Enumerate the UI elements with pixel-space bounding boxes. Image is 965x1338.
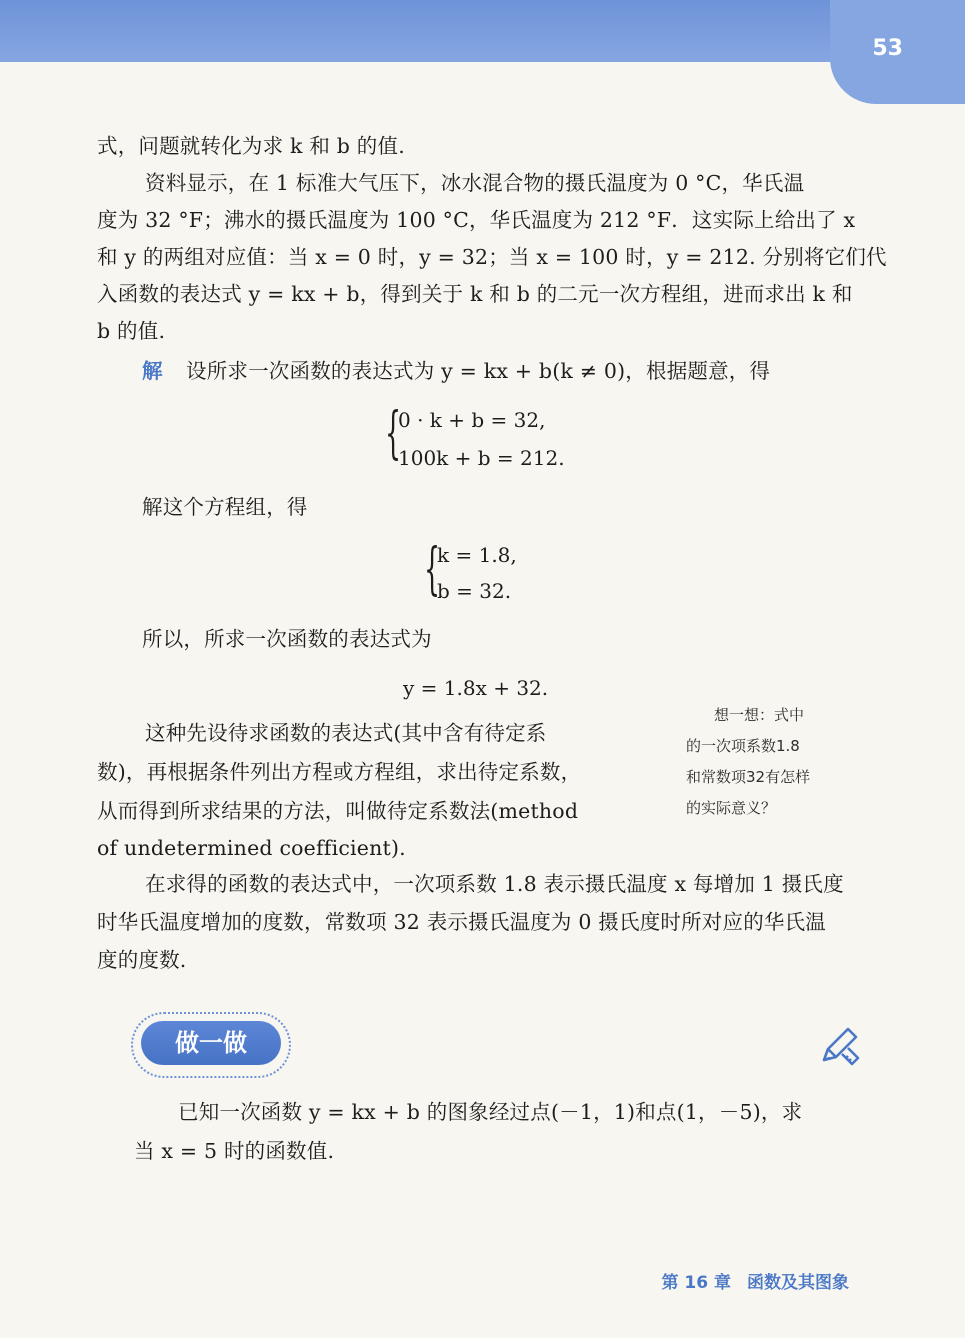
note-line: 的实际意义？ xyxy=(686,799,777,817)
method-line: 这种先设待求函数的表达式(其中含有待定系 xyxy=(145,721,547,745)
sidebar-note xyxy=(686,700,836,824)
solution-label: 解 xyxy=(142,359,163,383)
equation-line: b = 32. xyxy=(437,579,512,603)
left-brace: { xyxy=(424,537,441,602)
activity-line: 已知一次函数 y = kx + b 的图象经过点(－1，1)和点(1，－5)，求 xyxy=(178,1100,803,1124)
equation-line: 100k + b = 212. xyxy=(398,446,565,470)
note-line: 的一次项系数1.8 xyxy=(686,737,800,755)
method-line: 从而得到所求结果的方法，叫做待定系数法(method xyxy=(97,799,579,823)
activity-line: 当 x = 5 时的函数值. xyxy=(134,1139,335,1163)
footer-chapter-title xyxy=(662,1268,850,1293)
solution-intro: 设所求一次函数的表达式为 y = kx + b(k ≠ 0)，根据题意，得 xyxy=(186,359,771,383)
explain-line: 时华氏温度增加的度数，常数项 32 表示摄氏温度为 0 摄氏度时所对应的华氏温 xyxy=(97,910,826,934)
equation-line: 0 · k + b = 32, xyxy=(398,408,546,432)
paragraph-line: b 的值. xyxy=(97,319,166,343)
header-band xyxy=(0,0,965,62)
explain-line: 在求得的函数的表达式中，一次项系数 1.8 表示摄氏温度 x 每增加 1 摄氏度 xyxy=(145,872,844,896)
pencil-ruler-icon xyxy=(818,1024,862,1068)
explain-line: 度的度数. xyxy=(97,948,187,972)
note-line: 和常数项32有怎样 xyxy=(686,768,811,786)
activity-label: 做一做 xyxy=(141,1021,281,1065)
method-line: of undetermined coefficient). xyxy=(97,836,406,860)
footer-title: 函数及其图象 xyxy=(747,1273,849,1293)
paragraph-line: 资料显示，在 1 标准大气压下，冰水混合物的摄氏温度为 0 °C，华氏温 xyxy=(145,171,805,195)
method-line: 数)，再根据条件列出方程或方程组，求出待定系数， xyxy=(97,760,582,784)
solve-text: 解这个方程组，得 xyxy=(142,495,308,519)
so-text: 所以，所求一次函数的表达式为 xyxy=(142,627,432,651)
note-line: 想一想：式中 xyxy=(714,706,805,724)
equation-line: k = 1.8, xyxy=(437,543,517,567)
result-equation: y = 1.8x + 32. xyxy=(403,676,549,700)
left-brace: { xyxy=(385,401,402,466)
paragraph-line: 度为 32 °F；沸水的摄氏温度为 100 °C，华氏温度为 212 °F．这实际上给出了 x xyxy=(97,208,856,232)
page-number: 53 xyxy=(872,36,903,61)
footer-chapter: 第 16 章 xyxy=(661,1273,731,1293)
paragraph-line: 式，问题就转化为求 k 和 b 的值. xyxy=(97,134,405,158)
paragraph-line: 和 y 的两组对应值：当 x = 0 时，y = 32；当 x = 100 时，y = 212. 分别将它们代 xyxy=(97,245,887,269)
paragraph-line: 入函数的表达式 y = kx + b，得到关于 k 和 b 的二元一次方程组，进而求出 k 和 xyxy=(97,282,853,306)
